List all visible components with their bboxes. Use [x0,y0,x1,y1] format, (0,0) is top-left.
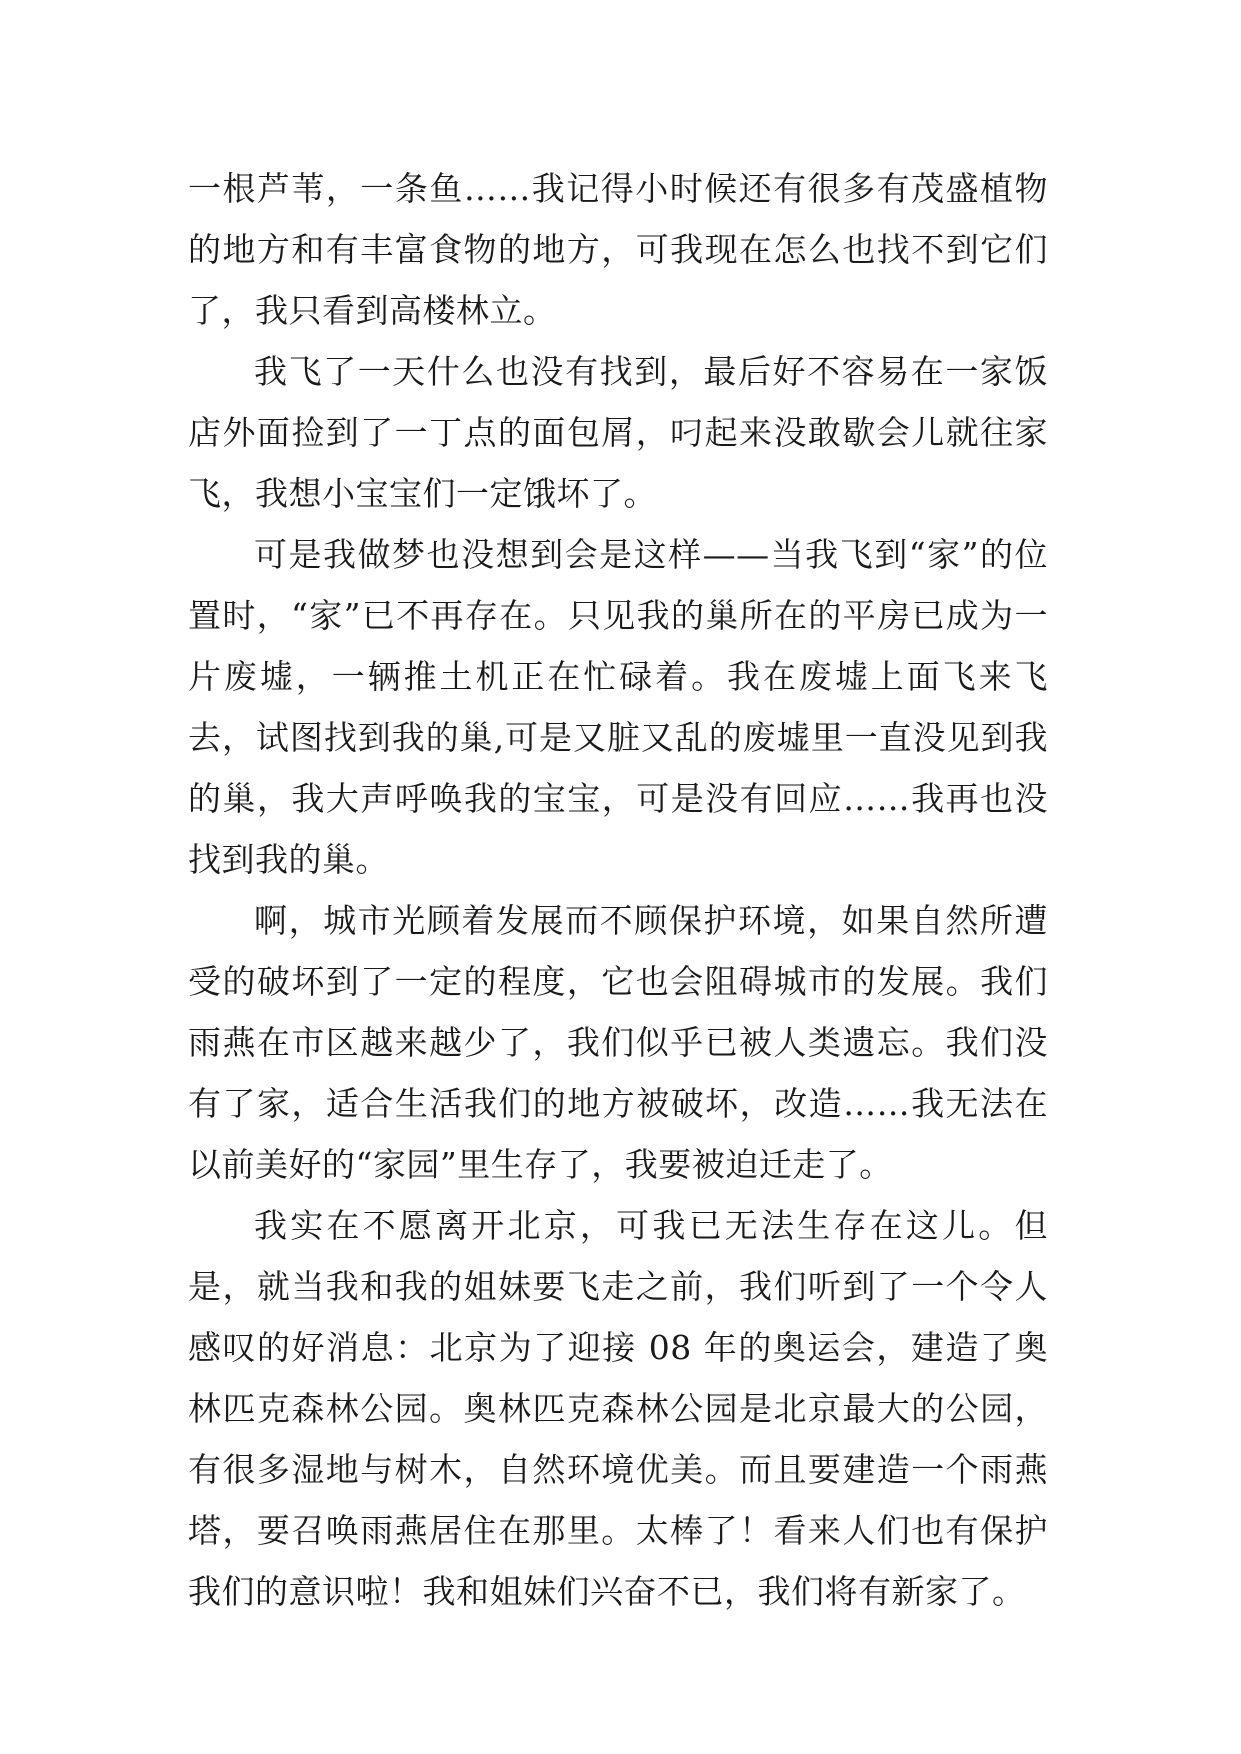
document-body [188,158,1048,1622]
paragraph-4: 啊，城市光顾着发展而不顾保护环境，如果自然所遭受的破坏到了一定的程度，它也会阻碍城市的发展。我们雨燕在市区越来越少了，我们似乎已被人类遗忘。我们没有了家，适合生活我们的地方被破坏，改造……我无法在以前美好的“家园”里生存了，我要被迫迁走了。 [188,901,1048,1184]
paragraph-5: 我实在不愿离开北京，可我已无法生存在这儿。但是，就当我和我的姐妹要飞走之前，我们听到了一个令人感叹的好消息：北京为了迎接 08 年的奥运会，建造了奥林匹克森林公园。奥林匹克森林公园是北京最大的公园，有很多湿地与树木，自然环境优美。而且要建造一个雨燕塔，要召唤雨燕居住在那里。太棒了！看来人们也有保护我们的意识啦！我和姐妹们兴奋不已，我们将有新家了。 [188,1206,1048,1611]
paragraph-1: 一根芦苇，一条鱼……我记得小时候还有很多有茂盛植物的地方和有丰富食物的地方，可我现在怎么也找不到它们了，我只看到高楼林立。 [188,169,1048,330]
paragraph-3: 可是我做梦也没想到会是这样——当我飞到“家”的位置时，“家”已不再存在。只见我的巢所在的平房已成为一片废墟，一辆推土机正在忙碌着。我在废墟上面飞来飞去，试图找到我的巢,可是又脏又乱的废墟里一直没见到我的巢，我大声呼唤我的宝宝，可是没有回应……我再也没找到我的巢。 [188,535,1048,879]
paragraph-2: 我飞了一天什么也没有找到，最后好不容易在一家饭店外面捡到了一丁点的面包屑，叼起来没敢歇会儿就往家飞，我想小宝宝们一定饿坏了。 [188,352,1048,513]
